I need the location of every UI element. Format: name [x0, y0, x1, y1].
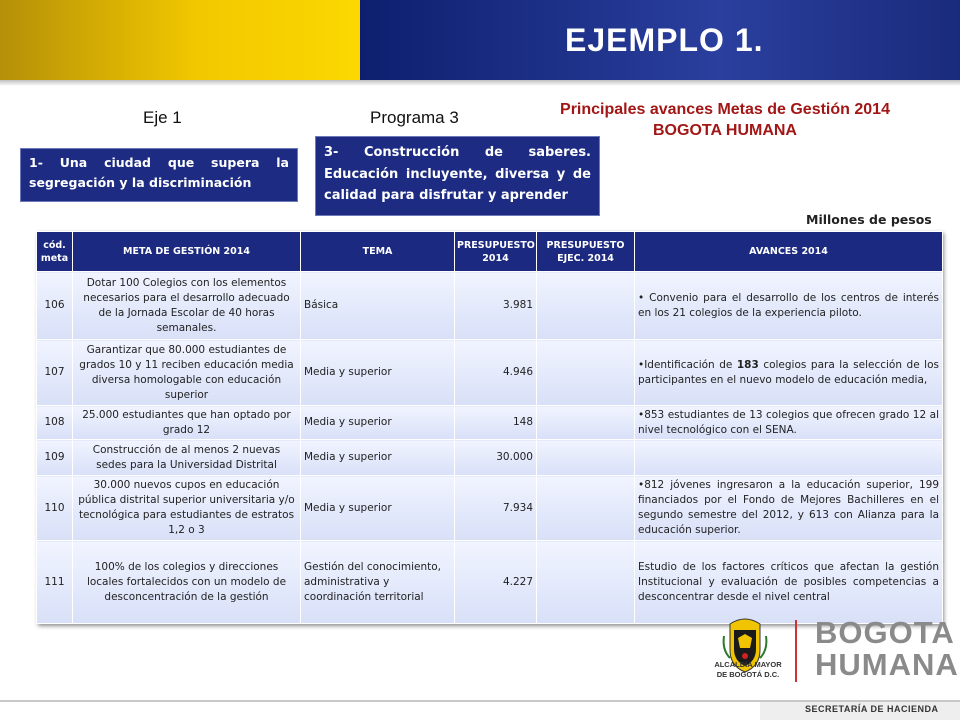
cell-meta: 100% de los colegios y direcciones locales fortalecidos con un modelo de desconcentración de la gestión: [73, 541, 301, 624]
avance-text: •853 estudiantes de 13 colegios que ofrecen grado 12 al nivel tecnológico con el SENA.: [638, 408, 939, 436]
cell-meta: 30.000 nuevos cupos en educación pública distrital superior universitaria y/o tecnológica para estudiantes de estratos 1,2 o 3: [73, 476, 301, 541]
alcaldia-logo-text: [700, 660, 796, 680]
cell-ejecutado: [537, 476, 635, 541]
table-header-row: [37, 232, 943, 272]
programa-box: 3- Construcción de saberes. Educación incluyente, diversa y de calidad para disfrutar y aprender: [315, 136, 600, 216]
cell-meta: Dotar 100 Colegios con los elementos necesarios para el desarrollo adecuado de la Jornada Escolar de 40 horas semanales.: [73, 272, 301, 340]
header-meta: META DE GESTIÓN 2014: [73, 232, 301, 272]
avance-text: • Convenio para el desarrollo de los centros de interés en los 21 colegios de la experiencia piloto.: [638, 291, 939, 319]
eje-box: 1- Una ciudad que supera la segregación y la discriminación: [20, 148, 298, 202]
cell-presupuesto: 7.934: [455, 476, 537, 541]
cell-ejecutado: [537, 541, 635, 624]
header-avances: AVANCES 2014: [635, 232, 943, 272]
avance-text-rest: colegios para la selección de los participantes en el nuevo modelo de educación media,: [638, 358, 939, 386]
alcaldia-line2: DE BOGOTÁ D.C.: [716, 670, 780, 679]
cell-meta: 25.000 estudiantes que han optado por grado 12: [73, 406, 301, 440]
eje-label: Eje 1: [143, 108, 182, 127]
cell-avance: [635, 406, 943, 440]
cell-avance: [635, 440, 943, 476]
units-label: Millones de pesos: [806, 212, 932, 227]
table-row: [37, 476, 943, 541]
report-title: [520, 99, 930, 141]
cell-tema: Media y superior: [301, 340, 455, 406]
cell-avance: [635, 476, 943, 541]
cell-ejecutado: [537, 406, 635, 440]
avance-text: •Identificación de: [638, 358, 737, 371]
header-tema: TEMA: [301, 232, 455, 272]
report-title-line1: Principales avances Metas de Gestión 2014: [560, 101, 890, 118]
cell-meta: Construcción de al menos 2 nuevas sedes para la Universidad Distrital: [73, 440, 301, 476]
table-row: [37, 541, 943, 624]
cell-code: 108: [37, 406, 73, 440]
cell-ejecutado: [537, 340, 635, 406]
report-title-line2: BOGOTA HUMANA: [653, 122, 797, 139]
cell-code: 107: [37, 340, 73, 406]
cell-code: 106: [37, 272, 73, 340]
goals-table: [36, 231, 942, 624]
cell-ejecutado: [537, 440, 635, 476]
alcaldia-line1: ALCALDÍA MAYOR: [714, 660, 782, 669]
cell-presupuesto: 30.000: [455, 440, 537, 476]
cell-meta: Garantizar que 80.000 estudiantes de grados 10 y 11 reciben educación media diversa homologable con educación superior: [73, 340, 301, 406]
cell-tema: Gestión del conocimiento, administrativa y coordinación territorial: [301, 541, 455, 624]
programa-label: Programa 3: [370, 108, 459, 127]
logo-divider: [795, 620, 797, 682]
avance-highlight: 183: [736, 358, 759, 371]
footer-text: SECRETARÍA DE HACIENDA: [805, 704, 939, 714]
header-ejecutado: PRESUPUESTO EJEC. 2014: [537, 232, 635, 272]
cell-avance: [635, 541, 943, 624]
cell-tema: Media y superior: [301, 440, 455, 476]
table-row: [37, 406, 943, 440]
cell-presupuesto: 3.981: [455, 272, 537, 340]
bogota-logo-word: BOGOTA: [815, 615, 955, 650]
cell-tema: Media y superior: [301, 476, 455, 541]
header-banner-gold: [0, 0, 360, 80]
table-row: [37, 440, 943, 476]
avance-text: •812 jóvenes ingresaron a la educación superior, 199 financiados por el Fondo de Mejores Bachilleres en el segundo semestre del 2012, y 613 con Alianza para la educación superior.: [638, 479, 939, 536]
cell-ejecutado: [537, 272, 635, 340]
table-row: [37, 272, 943, 340]
avance-text: Estudio de los factores críticos que afectan la gestión Institucional y evaluación de posibles competencias a desconcentrar desde el nivel central: [638, 560, 939, 603]
header-presupuesto: PRESUPUESTO 2014: [455, 232, 537, 272]
cell-presupuesto: 4.946: [455, 340, 537, 406]
cell-presupuesto: 4.227: [455, 541, 537, 624]
cell-tema: Media y superior: [301, 406, 455, 440]
table-row: [37, 340, 943, 406]
cell-code: 111: [37, 541, 73, 624]
cell-presupuesto: 148: [455, 406, 537, 440]
cell-tema: Básica: [301, 272, 455, 340]
cell-avance: [635, 272, 943, 340]
header-shadow: [0, 80, 960, 86]
cell-code: 110: [37, 476, 73, 541]
humana-logo-word: HUMANA: [815, 647, 959, 682]
cell-avance: [635, 340, 943, 406]
cell-code: 109: [37, 440, 73, 476]
header-code: cód. meta: [37, 232, 73, 272]
page-title: EJEMPLO 1.: [565, 22, 764, 58]
